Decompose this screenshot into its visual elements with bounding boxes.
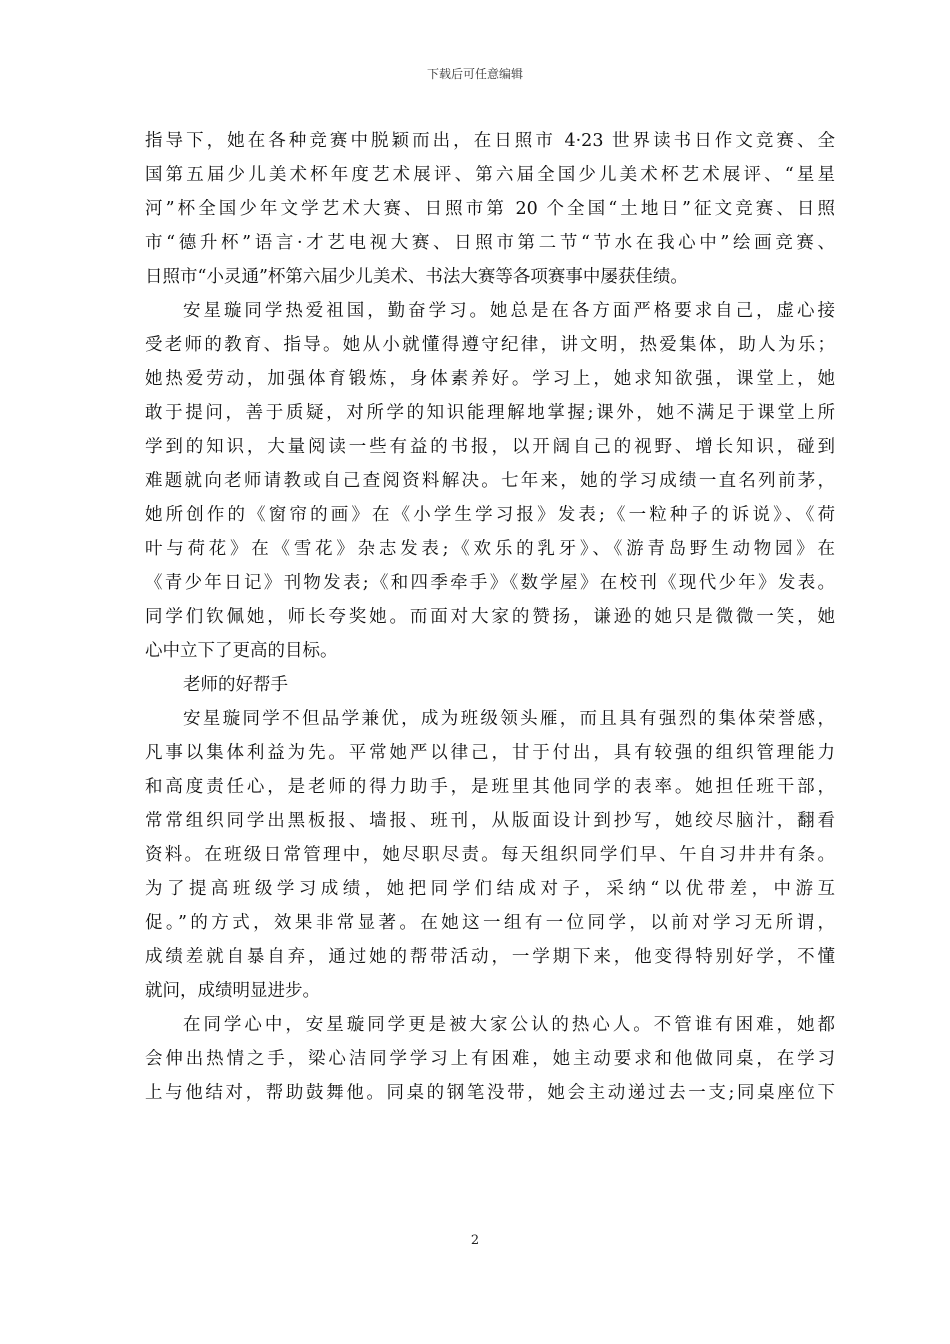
document-body	[145, 124, 835, 1110]
text-line: 资料。在班级日常管理中，她尽职尽责。每天组织同学们早、午自习井井有条。	[145, 845, 835, 865]
text-line: 指导下，她在各种竞赛中脱颖而出，在日照市 4·23 世界读书日作文竞赛、全	[145, 131, 835, 151]
text-line: 上与他结对，帮助鼓舞他。同桌的钢笔没带，她会主动递过去一支;同桌座位下	[145, 1083, 835, 1103]
text-line: 会伸出热情之手，梁心洁同学学习上有困难，她主动要求和他做同桌，在学习	[145, 1049, 835, 1069]
page-number: 2	[470, 1233, 480, 1248]
text-line: 她热爱劳动，加强体育锻炼，身体素养好。学习上，她求知欲强，课堂上，她	[145, 369, 835, 389]
text-line: 市“德升杯”语言·才艺电视大赛、日照市第二节“节水在我心中”绘画竞赛、	[145, 233, 835, 253]
text-line: 河”杯全国少年文学艺术大赛、日照市第 20 个全国“土地日”征文竞赛、日照	[145, 199, 835, 219]
text-line: 成绩差就自暴自弃，通过她的帮带活动，一学期下来，他变得特别好学，不懂	[145, 947, 835, 967]
text-line: 同学们钦佩她，师长夸奖她。而面对大家的赞扬，谦逊的她只是微微一笑，她	[145, 607, 835, 627]
text-line: 为了提高班级学习成绩，她把同学们结成对子，采纳“以优带差，中游互	[145, 879, 835, 899]
text-line: 敢于提问，善于质疑，对所学的知识能理解地掌握;课外，她不满足于课堂上所	[145, 403, 835, 423]
text-line: 常常组织同学出黑板报、墙报、班刊，从版面设计到抄写，她绞尽脑汁，翻看	[145, 811, 835, 831]
paragraph-first-line: 安星璇同学热爱祖国，勤奋学习。她总是在各方面严格要求自己，虚心接	[183, 301, 835, 321]
text-line: 心中立下了更高的目标。	[145, 641, 338, 661]
text-line: 日照市“小灵通”杯第六届少儿美术、书法大赛等各项赛事中屡获佳绩。	[145, 267, 688, 287]
text-line: 国第五届少儿美术杯年度艺术展评、第六届全国少儿美术杯艺术展评、“星星	[145, 165, 835, 185]
text-line: 叶与荷花》在《雪花》杂志发表;《欢乐的乳牙》、《游青岛野生动物园》在	[145, 539, 835, 559]
text-line: 凡事以集体利益为先。平常她严以律己，甘于付出，具有较强的组织管理能力	[145, 743, 835, 763]
section-heading: 老师的好帮手	[183, 675, 288, 695]
text-line: 学到的知识，大量阅读一些有益的书报，以开阔自己的视野、增长知识，碰到	[145, 437, 835, 457]
text-line: 和高度责任心，是老师的得力助手，是班里其他同学的表率。她担任班干部，	[145, 777, 835, 797]
text-line: 她所创作的《窗帘的画》在《小学生学习报》发表;《一粒种子的诉说》、《荷	[145, 505, 835, 525]
text-line: 《青少年日记》刊物发表;《和四季牵手》《数学屋》在校刊《现代少年》发表。	[145, 573, 835, 593]
paragraph-first-line: 在同学心中，安星璇同学更是被大家公认的热心人。不管谁有困难，她都	[183, 1015, 835, 1035]
page-header: 下载后可任意编辑	[426, 67, 523, 81]
paragraph-first-line: 安星璇同学不但品学兼优，成为班级领头雁，而且具有强烈的集体荣誉感，	[183, 709, 835, 729]
text-line: 就问，成绩明显进步。	[145, 981, 320, 1001]
text-line: 促。”的方式，效果非常显著。在她这一组有一位同学，以前对学习无所谓，	[145, 913, 835, 933]
text-line: 难题就向老师请教或自己查阅资料解决。七年来，她的学习成绩一直名列前茅，	[145, 471, 835, 491]
text-line: 受老师的教育、指导。她从小就懂得遵守纪律，讲文明，热爱集体，助人为乐；	[145, 335, 835, 355]
